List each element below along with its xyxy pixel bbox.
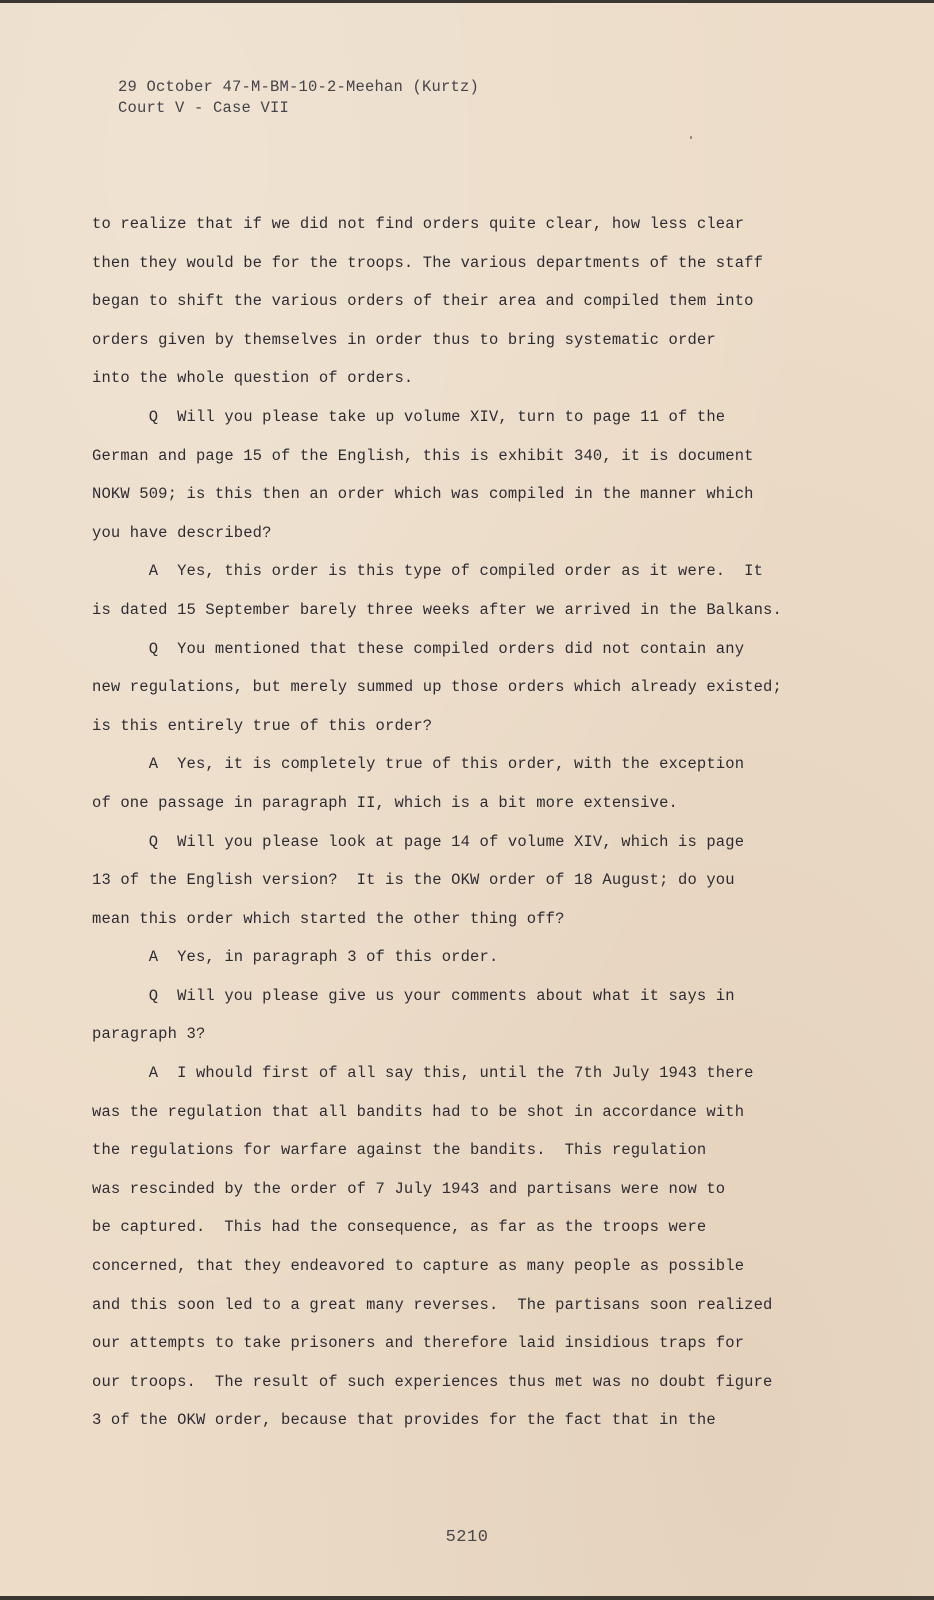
page-number: 5210 — [445, 1528, 489, 1547]
paper-speck — [690, 136, 692, 139]
transcript-line: mean this order which started the other thing off? — [92, 909, 565, 928]
transcript-line: was rescinded by the order of 7 July 1943 and partisans were now to — [92, 1179, 726, 1198]
transcript-line: concerned, that they endeavored to capture as many people as possible — [92, 1257, 745, 1276]
transcript-line: then they would be for the troops. The various departments of the staff — [92, 253, 764, 272]
transcript-line: 3 of the OKW order, because that provides for the fact that in the — [92, 1411, 716, 1430]
transcript-line: Q Will you please give us your comments about what it says in — [92, 986, 735, 1005]
transcript-line: you have described? — [92, 523, 272, 542]
transcript-line: be captured. This had the consequence, as far as the troops were — [92, 1218, 707, 1237]
transcript-line: our troops. The result of such experiences thus met was no doubt figure — [92, 1372, 773, 1391]
transcript-line: Q Will you please look at page 14 of volume XIV, which is page — [92, 832, 745, 851]
transcript-body — [92, 205, 872, 1440]
document-header — [118, 77, 479, 119]
transcript-line: A Yes, in paragraph 3 of this order. — [92, 948, 499, 967]
transcript-line: of one passage in paragraph II, which is a bit more extensive. — [92, 793, 678, 812]
transcript-line: and this soon led to a great many reverses. The partisans soon realized — [92, 1295, 773, 1314]
transcript-line: into the whole question of orders. — [92, 369, 414, 388]
transcript-line: 13 of the English version? It is the OKW order of 18 August; do you — [92, 871, 735, 890]
transcript-line: paragraph 3? — [92, 1025, 206, 1044]
header-court-line: Court V - Case VII — [118, 99, 290, 117]
transcript-line: was the regulation that all bandits had to be shot in accordance with — [92, 1102, 745, 1121]
transcript-line: A Yes, it is completely true of this order, with the exception — [92, 755, 745, 774]
transcript-line: the regulations for warfare against the bandits. This regulation — [92, 1141, 707, 1160]
transcript-line: our attempts to take prisoners and therefore laid insidious traps for — [92, 1334, 745, 1353]
transcript-line: is this entirely true of this order? — [92, 716, 433, 735]
transcript-line: Q Will you please take up volume XIV, turn to page 11 of the — [92, 407, 726, 426]
header-session-line: 29 October 47-M-BM-10-2-Meehan (Kurtz) — [118, 78, 480, 96]
transcript-line: A Yes, this order is this type of compiled order as it were. It — [92, 562, 764, 581]
transcript-line: A I whould first of all say this, until the 7th July 1943 there — [92, 1064, 754, 1083]
transcript-line: orders given by themselves in order thus to bring systematic order — [92, 330, 716, 349]
transcript-line: is dated 15 September barely three weeks after we arrived in the Balkans. — [92, 600, 782, 619]
transcript-line: new regulations, but merely summed up those orders which already existed; — [92, 678, 782, 697]
transcript-line: began to shift the various orders of their area and compiled them into — [92, 292, 754, 311]
transcript-line: Q You mentioned that these compiled orders did not contain any — [92, 639, 745, 658]
transcript-line: German and page 15 of the English, this is exhibit 340, it is document — [92, 446, 754, 465]
transcript-line: NOKW 509; is this then an order which was compiled in the manner which — [92, 485, 754, 504]
transcript-line: to realize that if we did not find orders quite clear, how less clear — [92, 215, 745, 233]
